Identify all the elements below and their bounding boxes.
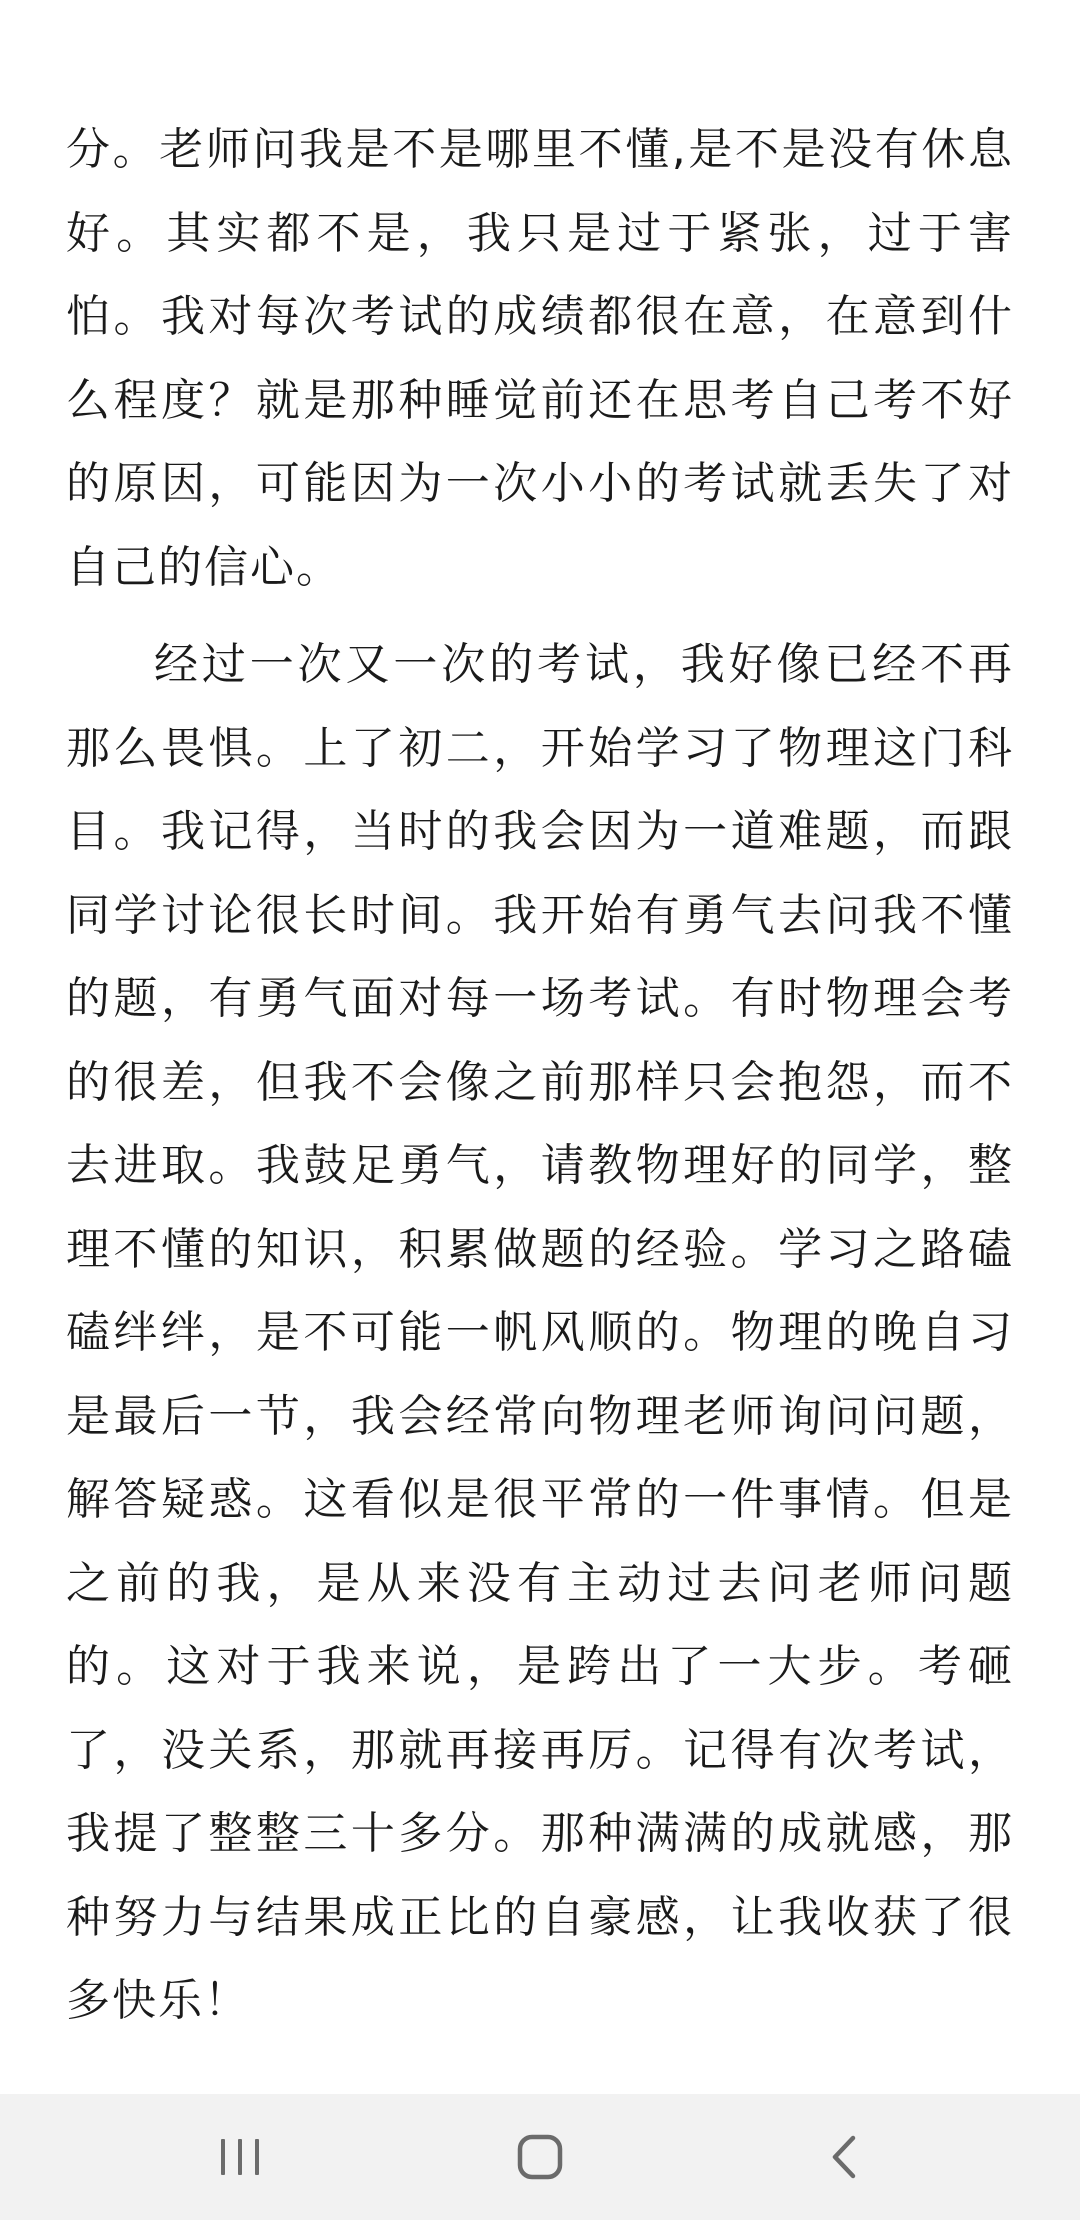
- recent-apps-button[interactable]: [160, 2094, 320, 2220]
- back-icon: [829, 2134, 859, 2180]
- system-navigation-bar: [0, 2094, 1080, 2220]
- paragraph-1: 分。老师问我是不是哪里不懂,是不是没有休息好。其实都不是，我只是过于紧张，过于害怕。我对每次考试的成绩都很在意，在意到什么程度？就是那种睡觉前还在思考自己考不好的原因，可能因为一次小小的考试就丢失了对自己的信心。: [66, 124, 1014, 593]
- back-button[interactable]: [764, 2094, 924, 2220]
- paragraph-2: 经过一次又一次的考试，我好像已经不再那么畏惧。上了初二，开始学习了物理这门科目。我记得，当时的我会因为一道难题，而跟同学讨论很长时间。我开始有勇气去问我不懂的题，有勇气面对每一场考试。有时物理会考的很差，但我不会像之前那样只会抱怨，而不去进取。我鼓足勇气，请教物理好的同学，整理不懂的知识，积累做题的经验。学习之路磕磕绊绊，是不可能一帆风顺的。物理的晚自习是最后一节，我会经常向物理老师询问问题，解答疑惑。这看似是很平常的一件事情。但是之前的我，是从来没有主动过去问老师问题的。这对于我来说，是跨出了一大步。考砸了，没关系，那就再接再厉。记得有次考试，我提了整整三十多分。那种满满的成就感，那种努力与结果成正比的自豪感，让我收获了很多快乐！: [66, 639, 1014, 2026]
- article-body: [66, 108, 1014, 2043]
- recent-apps-icon: [218, 2137, 262, 2177]
- home-icon: [517, 2134, 563, 2180]
- home-button[interactable]: [460, 2094, 620, 2220]
